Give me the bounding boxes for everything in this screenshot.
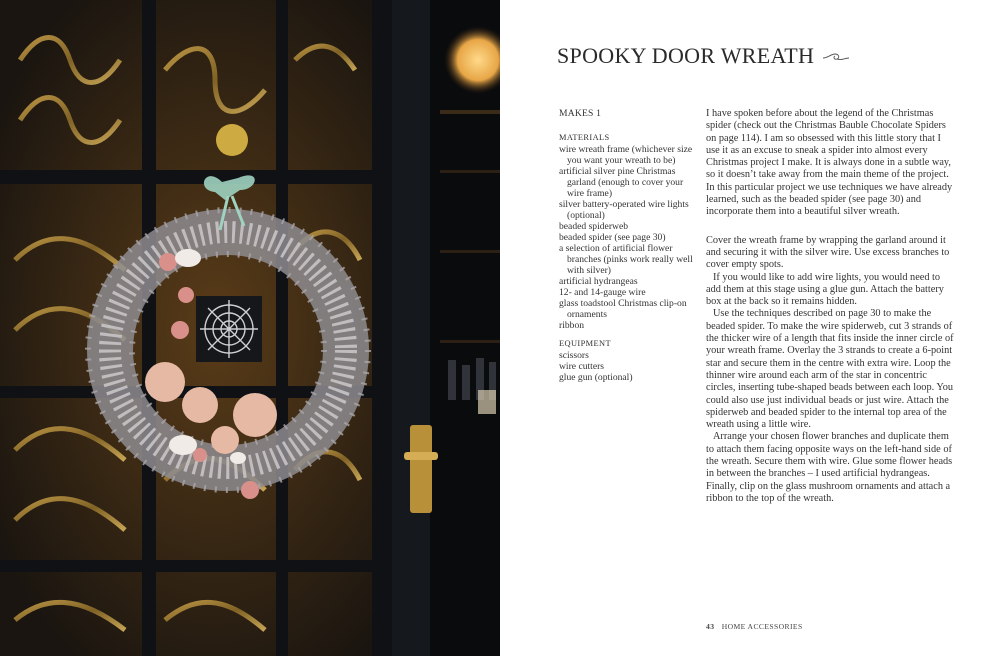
equipment-item: wire cutters — [559, 361, 605, 372]
page-number: 43 — [706, 622, 715, 631]
ingredients-column — [559, 108, 694, 383]
page-footer — [706, 622, 803, 631]
materials-item: 12- and 14-gauge wire — [559, 287, 646, 298]
materials-item: a selection of artificial flower branches (pinks work really well with silver) — [559, 243, 693, 276]
section-name: HOME ACCESSORIES — [721, 622, 803, 631]
equipment-list — [559, 350, 694, 383]
materials-item: glass toadstool Christmas clip-on ornaments — [559, 298, 687, 320]
flourish-icon — [822, 52, 850, 64]
materials-item: silver battery-operated wire lights (optional) — [559, 199, 689, 221]
intro-paragraph: I have spoken before about the legend of the Christmas spider (check out the Christmas Bauble Chocolate Spiders on page 114). I am so obsessed with this little story that I use it as an excuse to sneak a spider into almost every Christmas project I make. It is always done in a subtle way, so it doesn’t take away from the main theme of the project. In this particular project we use techniques we have already learned, such as the beaded spider (see page 30) and incorporate them into a beautiful silver wreath. — [706, 108, 953, 218]
equipment-item: glue gun (optional) — [559, 372, 633, 383]
instructions-column — [706, 108, 956, 505]
title-row — [557, 40, 850, 72]
materials-list — [559, 144, 694, 331]
materials-item: artificial hydrangeas — [559, 276, 638, 287]
materials-item: beaded spider (see page 30) — [559, 232, 666, 243]
materials-item: wire wreath frame (whichever size you want your wreath to be) — [559, 144, 693, 166]
makes-label: MAKES 1 — [559, 108, 602, 119]
equipment-item: scissors — [559, 350, 589, 361]
materials-item: artificial silver pine Christmas garland (enough to cover your wire frame) — [559, 166, 684, 199]
materials-item: ribbon — [559, 320, 585, 331]
materials-heading: MATERIALS — [559, 133, 610, 142]
materials-item: beaded spiderweb — [559, 221, 628, 232]
step-paragraph: Use the techniques described on page 30 to make the beaded spider. To make the wire spiderweb, cut 3 strands of the thicker wire of a length that fits inside the inner circle of your wreath frame. Overlay the 3 strands to create a 6-point star and secure them in the centre with extra wire. Loop the thinner wire around each arm of the star in concentric circles, inserting tube-shaped beads between each loop. You could also use just individual beads or just wire. Attach the spiderweb and beaded spider to the internal top area of the wreath using a little wire. — [706, 308, 954, 431]
steps-list — [706, 235, 956, 506]
step-paragraph: If you would like to add wire lights, you would need to add them at this stage using a glue gun. Attach the battery box at the back so it remains hidden. — [706, 271, 944, 308]
page-title: SPOOKY DOOR WREATH — [557, 43, 815, 68]
equipment-heading: EQUIPMENT — [559, 339, 611, 348]
step-paragraph: Arrange your chosen flower branches and duplicate them to attach them facing opposite ways on the left-hand side of the wreath. Secure them with wire. Glue some flower heads in between the branches – I used artificial hydrangeas. Finally, clip on the glass mushroom ornaments and attach a ribbon to the top of the wreath. — [706, 431, 953, 504]
step-paragraph: Cover the wreath frame by wrapping the garland around it and securing it with the silver wire. Use excess branches to cover empty spots. — [706, 234, 950, 271]
